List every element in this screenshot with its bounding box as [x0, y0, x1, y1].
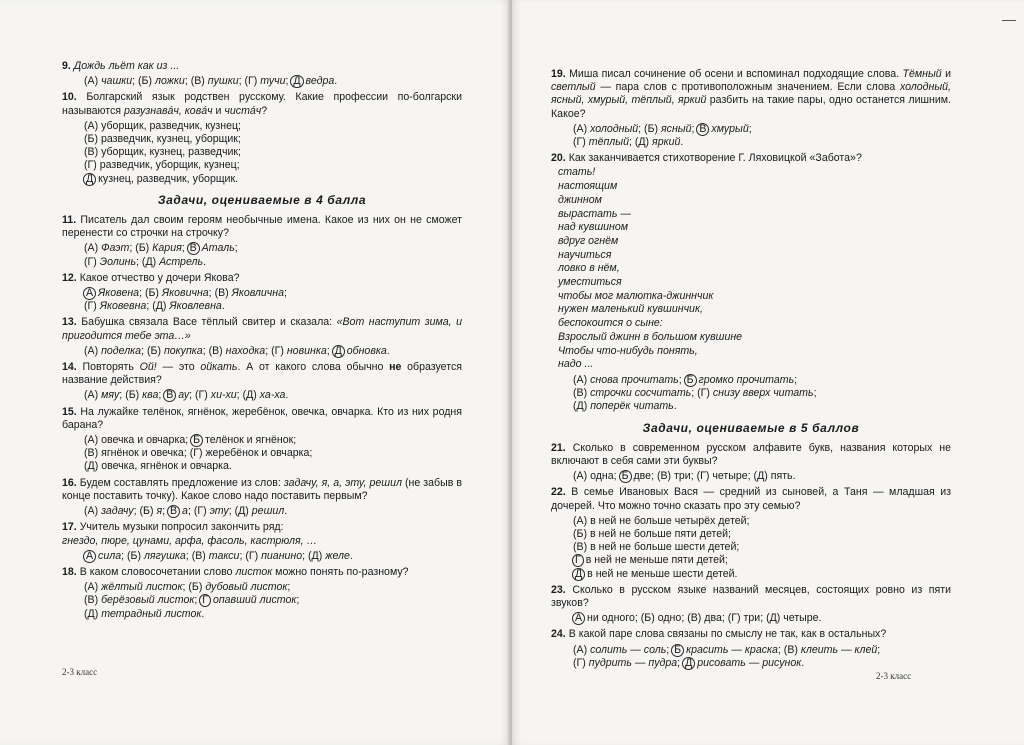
poem-line: Чтобы что-нибудь понять, — [558, 344, 698, 357]
poem-line: беспокоится о сыне: — [558, 317, 663, 330]
question-number: 13. — [62, 316, 77, 329]
poem-line: уместиться — [558, 276, 622, 289]
option-text: разведчик, кузнец, уборщик; — [100, 133, 241, 146]
option-text: тучи — [260, 75, 286, 88]
question-10: 10. Болгарский язык родствен русскому. Какие профессии по-болгарски называются разузнавáч, ковáч и чистáч? (А) уборщик, разведчик, кузнец; (Б) разведчик, кузнец, уборщик; (В) уборщик, кузнец, разведчик; (Г) разведчик, уборщик, кузнец; Д кузнец, разведчик, уборщик. — [62, 91, 462, 185]
poem-line: стать! — [558, 166, 596, 179]
poem-line: джинном — [558, 193, 602, 206]
separator: ; — [238, 75, 245, 88]
answer-options: (А) задачу; (Б) я; В а; (Г) эту; (Д) решил. — [84, 505, 288, 518]
question-12 — [62, 272, 462, 314]
circled-answer: А — [572, 612, 585, 625]
circled-answer: Г — [572, 554, 584, 567]
page-footer: 2-3 класс — [876, 671, 912, 681]
option-text: уборщик, кузнец, разведчик; — [101, 146, 241, 159]
option-text: ведра — [305, 75, 335, 88]
separator: ; — [132, 75, 139, 88]
poem-lines — [558, 166, 951, 372]
edge-mark — [1002, 20, 1016, 21]
poem-line: научиться — [558, 248, 612, 261]
question-number: 21. — [551, 441, 566, 454]
poem-line: нужен маленький кувшинчик, — [558, 303, 703, 316]
circled-answer: В — [187, 242, 200, 255]
question-number: 14. — [62, 361, 77, 374]
question-number: 18. — [62, 565, 77, 578]
circled-answer: Г — [199, 594, 211, 607]
answer-options: (А) поделка; (Б) покупка; (В) находка; (Г) новинка; Д обновка. — [84, 344, 390, 357]
circled-answer: Д — [83, 173, 96, 186]
answer-options — [84, 120, 462, 186]
answer-options: А ни одного; (Б) одно; (В) два; (Г) три; (Д) четыре. — [573, 612, 951, 625]
answer-options: А Яковена; (Б) Яковична; (В) Яковлична; (Г) Яковевна; (Д) Яковлевна. — [84, 287, 287, 313]
right-column — [551, 68, 951, 673]
question-number: 12. — [62, 271, 77, 284]
question-14: 14. Повторять Ой! — это ойкать. А от какого слова обычно не образуется название действия? (А) мяу; (Б) ква; В ау; (Г) хи-хи; (Д) ха-ха. — [62, 361, 462, 402]
question-number: 17. — [62, 521, 77, 534]
question-quote: «Вот наступит зима, и пригодится тебе эта…» — [62, 316, 462, 342]
option-letter: (Г) — [84, 159, 97, 172]
question-text: Болгарский язык родствен русскому. Какие профессии по-болгарски называются — [62, 91, 462, 117]
right-page — [512, 0, 1024, 745]
option-letter: (В) — [84, 146, 99, 159]
option-letter: (В) — [190, 75, 208, 88]
answer-options: (А) жёлтый листок; (Б) дубовый листок; (В) берёзовый листок; Г опавший листок; (Д) тетрадный листок. — [84, 581, 300, 620]
question-number: 22. — [551, 486, 566, 499]
question-text: Писатель дал своим героям необычные имена. Какое из них он не сможет перенести со строчки на строчку? — [62, 214, 462, 240]
option-letter: (Б) — [84, 133, 99, 146]
answer-options: (А) в ней не больше четырёх детей; (Б) в ней не больше пяти детей; (В) в ней не больше шести детей; Г в ней не меньше пяти детей; Д в ней не меньше шести детей. — [573, 514, 750, 580]
question-19: 19. Миша писал сочинение об осени и вспоминал подходящие слова. Тёмный и светлый — пара слов с противоположным значением. Если слова холодный, ясный, хмурый, тёплый, яркий разбить на такие пары, одно останется лишним. Какое? (А) холодный; (Б) ясный; В хмурый; (Г) тёплый; (Д) яркий. — [551, 68, 951, 149]
section-heading-5-points: Задачи, оцениваемые в 5 баллов — [642, 420, 860, 435]
option-text: кузнец, разведчик, уборщик. — [98, 172, 239, 185]
separator: ; — [184, 75, 191, 88]
question-number: 16. — [62, 476, 77, 489]
left-page — [0, 0, 510, 745]
section-heading-4-points: Задачи, оцениваемые в 4 балла — [157, 192, 367, 207]
answer-options: (А) Фаэт; (Б) Кария; В Аталь; (Г) Эолинь; (Д) Астрель. — [84, 242, 238, 268]
poem-line: над кувшином — [558, 221, 629, 234]
question-15 — [62, 406, 462, 474]
question-24 — [551, 628, 951, 670]
question-number: 20. — [551, 152, 566, 165]
question-17 — [62, 521, 462, 563]
answer-options: (А) овечка и овчарка; Б телёнок и ягнёнок; (В) ягнёнок и овечка; (Г) жеребёнок и овчарка; (Д) овечка, ягнёнок и овчарка. — [84, 434, 313, 473]
circled-answer: Д — [682, 657, 695, 670]
question-text: Учитель музыки попросил закончить ряд: — [79, 521, 284, 534]
option-text: ложки — [154, 75, 185, 88]
circled-answer: Д — [290, 75, 303, 88]
answer-options: (А) чашки; (Б) ложки; (В) пушки; (Г) тучи; Д ведра. — [84, 75, 338, 88]
option-text: пушки — [207, 75, 239, 88]
circled-answer: В — [163, 389, 176, 402]
question-number: 23. — [551, 583, 566, 596]
question-text: Дождь льёт как из ... — [73, 60, 180, 72]
circled-answer: А — [83, 287, 96, 300]
circled-answer: В — [696, 123, 709, 136]
circled-answer: Д — [572, 568, 585, 581]
poem-line: Взрослый джинн в большом кувшине — [558, 330, 743, 343]
question-text: Сколько в современном русском алфавите букв, названия которых не включают в себя сами эти буквы? — [551, 441, 951, 467]
question-20 — [551, 152, 951, 413]
poem-line: вдруг огнём — [558, 234, 619, 247]
separator: ; — [285, 75, 292, 88]
poem-line: настоящим — [558, 180, 618, 193]
answer-options: (А) одна; Б две; (В) три; (Г) четыре; (Д) пять. — [573, 470, 796, 483]
question-number: 9. — [62, 60, 71, 72]
question-text: В какой паре слова связаны по смыслу не так, как в остальных? — [568, 628, 887, 641]
option-letter: (Г) — [244, 75, 261, 88]
question-number: 10. — [62, 91, 77, 104]
poem-line: ловко в нём, — [558, 262, 620, 275]
question-number: 24. — [551, 628, 566, 641]
question-text: Бабушка связала Васе тёплый свитер и сказала: — [81, 316, 333, 329]
question-text-italic: разузнавáч, ковáч — [123, 104, 213, 117]
answer-options: (А) снова прочитать; Б громко прочитать; (В) строчки сосчитать; (Г) снизу вверх читать; (Д) поперёк читать. — [573, 373, 817, 413]
option-letter: (А) — [84, 75, 102, 88]
left-column — [62, 60, 462, 624]
circled-answer: Д — [332, 345, 345, 358]
poem-line: надо ... — [558, 358, 594, 371]
option-text: чашки — [101, 75, 133, 88]
question-text: На лужайке телёнок, ягнёнок, жеребёнок, овечка, овчарка. Кто из них родня барана? — [62, 405, 462, 431]
question-text-italic: чистáч — [224, 104, 262, 117]
circled-answer: Б — [190, 434, 203, 447]
circled-answer: Б — [619, 470, 632, 483]
answer-options: А сила; (Б) лягушка; (В) такси; (Г) пианино; (Д) желе. — [84, 550, 462, 563]
question-18: 18. В каком словосочетании слово листок можно понять по-разному? (А) жёлтый листок; (Б) дубовый листок; (В) берёзовый листок; Г опавший листок; (Д) тетрадный листок. — [62, 566, 462, 621]
poem-line: вырастать — — [558, 207, 631, 220]
option-text: разведчик, уборщик, кузнец; — [99, 159, 240, 172]
question-16: 16. Будем составлять предложение из слов: задачу, я, а, эту, решил (не забыв в конце поставить точку). Какое слово надо поставить первым? (А) задачу; (Б) я; В а; (Г) эту; (Д) решил. — [62, 476, 462, 518]
question-21 — [551, 442, 951, 484]
answer-options: (А) солить — соль; Б красить — краска; (В) клеить — клей; (Г) пудрить — пудра; Д рисовать — рисунок. — [573, 643, 881, 669]
question-22 — [551, 486, 951, 580]
question-11 — [62, 214, 462, 269]
question-number: 11. — [62, 214, 77, 227]
question-9 — [62, 60, 462, 88]
question-23 — [551, 584, 951, 626]
option-letter: (Б) — [138, 75, 155, 88]
option-letter: (А) — [84, 119, 99, 132]
circled-answer: Б — [671, 644, 684, 657]
question-number: 19. — [551, 68, 566, 80]
answer-options: (А) мяу; (Б) ква; В ау; (Г) хи-хи; (Д) ха-ха. — [84, 389, 289, 402]
question-text: Сколько в русском языке названий месяцев, состоящих ровно из пяти звуков? — [551, 583, 952, 610]
word-row: гнездо, пюре, цунами, арфа, фасоль, кастрюля, … — [62, 534, 318, 547]
question-number: 15. — [62, 405, 77, 418]
option-text: уборщик, разведчик, кузнец; — [101, 119, 241, 132]
circled-answer: Б — [684, 374, 697, 387]
question-13 — [62, 316, 462, 358]
answer-options: (А) холодный; (Б) ясный; В хмурый; (Г) тёплый; (Д) яркий. — [573, 122, 752, 149]
circled-answer: А — [83, 550, 96, 563]
page-footer: 2-3 класс — [62, 667, 98, 677]
question-text: Какое отчество у дочери Якова? — [79, 271, 240, 284]
circled-answer: В — [167, 505, 180, 518]
question-text: В семье Ивановых Вася — средний из сыновей, а Таня — младшая из дочерей. Что можно точно сказать про эту семью? — [551, 486, 951, 512]
question-text: Как заканчивается стихотворение Г. Ляховицкой «Забота»? — [568, 152, 862, 165]
poem-line: чтобы мог малютка-джиннчик — [558, 289, 714, 302]
